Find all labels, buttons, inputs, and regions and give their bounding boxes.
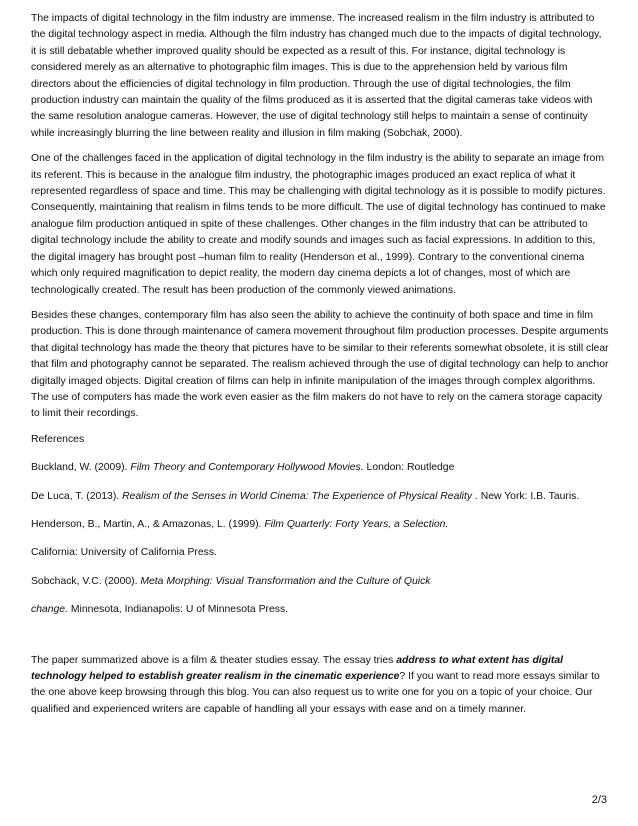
- reference-sobchack-continued: [31, 602, 609, 618]
- reference-sobchack: [31, 574, 609, 590]
- body-paragraph-1: The impacts of digital technology in the film industry are immense. The increased realism in the film industry is attributed to the digital technology aspect in media. Although the film industry has changed much due to the impacts of digital technology, it is still debatable whether improved quality should be expected as a result of this. For instance, digital technology is considered merely as an alternative to photographic film images. This is due to the apprehension held by various film directors about the efficiencies of digital technology in film production. Through the use of digital technologies, the film production industry can maintain the quality of the films produced as it is asserted that the digital cameras take videos with the same resolution analogue cameras. However, the use of digital technology still helps to maintain a sense of continuity while increasingly blurring the line between reality and illusion in film making (Sobchak, 2000).: [31, 13, 602, 139]
- reference-title: Realism of the Senses in World Cinema: The Experience of Physical Reality: [122, 490, 473, 502]
- summary-closing: ? If you want to read more essays similar to the one above keep browsing through this blog. You can also request us to write one for you on a topic of your choice. Our qualified and experienced writers are capable of handling all your essays with ease and on a timely manner.: [31, 671, 600, 715]
- reference-authors: Henderson, B., Martin, A., & Amazonas, L. (1999).: [31, 518, 265, 530]
- document-body: [31, 11, 609, 727]
- reference-title: Meta Morphing: Visual Transformation and the Culture of Quick: [140, 575, 431, 587]
- references-heading: References: [31, 433, 85, 445]
- reference-buckland: [31, 460, 609, 476]
- section-spacer: [31, 631, 609, 653]
- body-paragraph-2: One of the challenges faced in the application of digital technology in the film industry is the ability to separate an image from its referent. This is because in the analogue film industry, the photographic images produced an exact replica of what it represented regardless of space and time. This may be challenging with digital technology as it is possible to modify pictures. Consequently, maintaining that realism in films tends to be more difficult. The use of digital technology has continued to make analogue film production antiqued in spite of these challenges. Other changes in the film industry that can be attributed to digital technology include the ability to create and modify sounds and images such as facial expressions. In addition to this, the digital imagery has brought post –human film to reality (Henderson et al., 1999). Contrary to the conventional cinema which only required magnification to depict reality, the modern day cinema depicts a lot of changes, most of which are technologically created. The result has been production of the commonly viewed animations.: [31, 153, 606, 296]
- summary-emphasis: address to what extent has digital technology helped to establish greater realism in the cinematic experience: [31, 654, 564, 682]
- reference-title: Film Quarterly: Forty Years, a Selection.: [264, 518, 449, 530]
- reference-henderson: [31, 517, 609, 533]
- reference-publisher: . New York: I.B. Tauris.: [472, 490, 580, 502]
- reference-title: change.: [31, 604, 68, 616]
- reference-deluca: [31, 489, 609, 505]
- reference-title: Film Theory and Contemporary Hollywood Movies.: [130, 462, 364, 474]
- page-number: 2/3: [591, 794, 607, 806]
- summary-intro: The paper summarized above is a film & theater studies essay. The essay tries: [31, 654, 397, 666]
- reference-publisher: London: Routledge: [363, 462, 455, 474]
- reference-authors: De Luca, T. (2013).: [31, 490, 123, 502]
- summary-paragraph: [31, 653, 609, 719]
- reference-authors: Buckland, W. (2009).: [31, 462, 131, 474]
- reference-henderson-publisher: California: University of California Press.: [31, 547, 217, 559]
- body-paragraph-3: Besides these changes, contemporary film has also seen the ability to achieve the continuity of both space and time in film production. This is done through maintenance of camera movement throughout film production processes. Despite arguments that digital technology has made the theory that pictures have to be similar to their referents somewhat obsolete, it is still clear that film and photography cannot be separated. The realism achieved through the use of digital technology can help to anchor digitally imaged objects. Digital creation of films can help in infinite manipulation of the images through complex algorithms. The use of computers has made the work even easier as the film makers do not have to rely on the camera storage capacity to limit their recordings.: [31, 309, 609, 420]
- reference-authors: Sobchack, V.C. (2000).: [31, 575, 141, 587]
- reference-publisher: Minnesota, Indianapolis: U of Minnesota Press.: [67, 604, 289, 616]
